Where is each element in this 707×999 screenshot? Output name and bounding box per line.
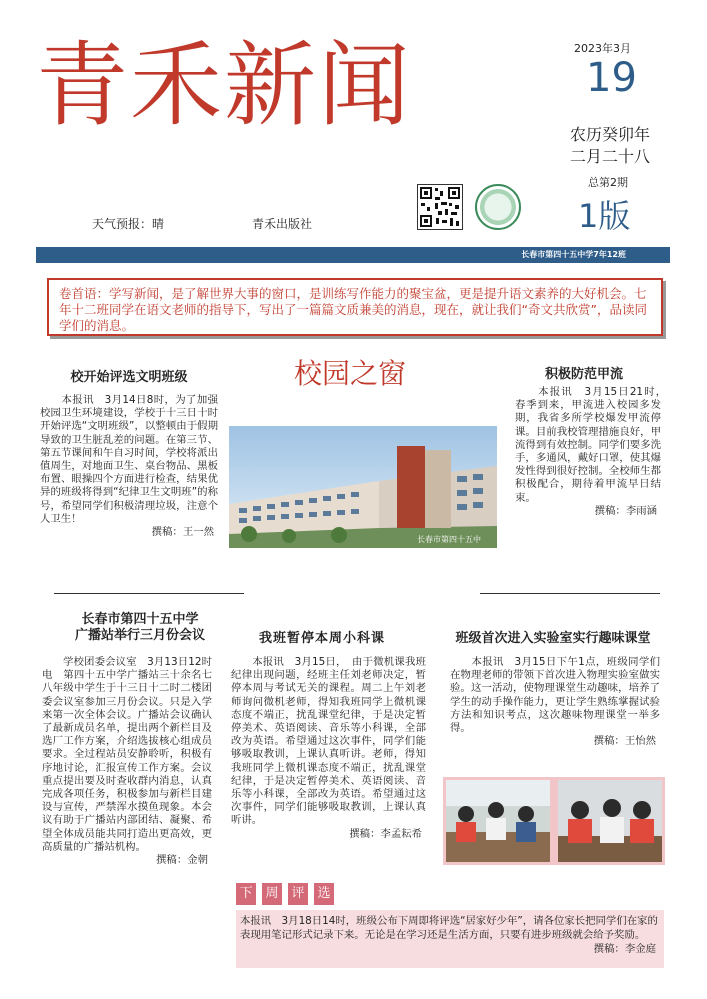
next-week-tag-char: 下 xyxy=(236,883,256,905)
issue-day: 19 xyxy=(586,55,637,101)
article-1 xyxy=(40,394,218,539)
lunar-date xyxy=(555,124,665,168)
divider xyxy=(54,593,244,594)
photo-caption: 长春市第四十五中 xyxy=(417,535,481,544)
article-5-body: 本报讯 3月15日， 由于微机课我班纪律出现问题，经班主任刘老师决定，暂停本周与考试无关的课程。周二上午刘老师询问微机老师，得知我班同学上微机课态度不端正，扰乱课堂纪律，于是决定暂停美术、英语阅读、音乐等小科课，全部改为英语。希望通过这次事件，同学们能够吸取教训，上课认真听讲。老师，得知我班同学上微机课态度不端正，扰乱课堂纪律，于是决定暂停美术、英语阅读、音乐等小科课，全部改为英语。希望通过这次事件，同学们能够吸取教训，上课认真听讲。 xyxy=(231,656,426,827)
school-building-photo xyxy=(229,426,497,548)
article-6 xyxy=(450,656,660,748)
article-3-author: 撰稿：李雨涵 xyxy=(594,504,657,517)
next-week-tag-char: 周 xyxy=(262,883,282,905)
header-divider-bar xyxy=(36,247,670,263)
total-issue: 总第2期 xyxy=(588,176,628,189)
article-5-title: 我班暂停本周小科课 xyxy=(258,631,385,646)
school-emblem-icon xyxy=(475,184,521,230)
article-6-body: 本报讯 3月15日下午1点，班级同学们在物理老师的带领下首次进入物理实验室做实验。这一活动，使物理课堂生动趣味，培养了学生的动手操作能力，更让学生熟练掌握试验方法和知识考点，这次趣味物理课堂一举多得。 xyxy=(450,656,660,735)
article-5 xyxy=(231,656,426,841)
article-4-body: 学校团委会议室 3月13日12时电 第四十五中学广播站三十余名七八年级中学生于十三日十二时二楼团委会议室参加三月份会议。只是入学来第一次全体会议。广播站会议确认了最新成员名单，提出两个新栏目及选厂工作方案，介绍选拔核心组成员要求。全过程站员安静聆听，积极有序地讨论，汇报宣传工作方案。会议重点提出要及时查收群内消息，认真完成各项任务，积极参加与新栏目建设与宣传，严禁浑水摸鱼现象。本会议有助于广播站内部团结、凝聚、希望全体成员能共同打造出更高效，更高质量的广播站机构。 xyxy=(42,656,212,853)
preface-box xyxy=(47,278,663,336)
article-4 xyxy=(42,656,212,867)
newspaper-title: 青禾新闻 xyxy=(36,32,413,139)
article-3-body: 本报讯 3月15日21时， 春季到来，甲流进入校园多发期，我省多所学校爆发甲流停课。目前我校管理措施良好，甲流得到有效控制。同学们要多洗手，多通风，戴好口罩，使其爆发性得到很好控制。全校师生都积极配合，期待着甲流早日结束。 xyxy=(515,386,672,504)
article-4-author: 撰稿：金朝 xyxy=(156,854,208,867)
article-1-author: 撰稿：王一然 xyxy=(151,526,214,539)
next-week-tag-char: 评 xyxy=(288,883,308,905)
lunar-date-line1: 农历癸卯年 xyxy=(569,125,650,144)
article-1-body: 本报讯 3月14日8时，为了加强校园卫生环境建设，学校于十三日十时开始评选“文明班级”，以整顿由于假期导致的卫生脏乱差的问题。在第三节、第五节课间和午自习时间，学校将派出值周生，对地面卫生、桌台物品、黑板布置、眼操四个方面进行检查，结果优异的班级将得到“纪律卫生文明班”的称号，希望同学们积极清理垃圾，注意个人卫生！ xyxy=(40,394,218,525)
weather-forecast: 天气预报：晴 xyxy=(92,217,165,231)
preface-text: 卷首语：学写新闻，是了解世界大事的窗口，是训练写作能力的聚宝盆，更是提升语文素养的大好机会。七年十二班同学在语文老师的指导下，写出了一篇篇文质兼美的消息，现在，就让我们“奇文共欣赏”，品读同学们的消息。 xyxy=(59,286,647,333)
article-1-title: 校开始评选文明班级 xyxy=(70,370,188,385)
next-week-tag-char: 选 xyxy=(314,883,334,905)
section-title: 校园之窗 xyxy=(294,357,407,390)
next-week-author: 撰稿：李金庭 xyxy=(593,943,656,955)
article-4-title xyxy=(40,612,240,644)
next-week-tag xyxy=(236,883,336,905)
lab-photo-2 xyxy=(558,780,662,862)
lab-photo-1 xyxy=(446,780,550,862)
lab-photos xyxy=(443,777,665,865)
article-6-title: 班级首次进入实验室实行趣味课堂 xyxy=(455,631,651,646)
school-class-label: 长春市第四十五中学7年12班 xyxy=(521,250,626,259)
divider xyxy=(480,593,660,594)
publisher-name: 青禾出版社 xyxy=(252,217,313,231)
next-week-body: 本报讯 3月18日14时，班级公布下周即将评选“居家好少年”，请各位家长把同学们在家的表现用笔记形式记录下来。无论是在学习还是生活方面，只要有进步班级就会给予奖励。 xyxy=(240,915,658,941)
issue-date: 2023年3月 xyxy=(574,42,631,55)
edition-label: 1版 xyxy=(578,197,631,235)
article-4-title-line2: 广播站举行三月份会议 xyxy=(74,628,205,643)
lunar-date-line2: 二月二十八 xyxy=(569,147,650,166)
next-week-box xyxy=(236,910,664,968)
article-3 xyxy=(515,386,672,518)
article-3-title: 积极防范甲流 xyxy=(544,367,623,382)
article-6-author: 撰稿：王怡然 xyxy=(593,735,656,748)
qr-code-icon xyxy=(417,184,463,230)
article-4-title-line1: 长春市第四十五中学 xyxy=(81,612,199,627)
article-5-author: 撰稿：李孟耘希 xyxy=(349,827,422,840)
